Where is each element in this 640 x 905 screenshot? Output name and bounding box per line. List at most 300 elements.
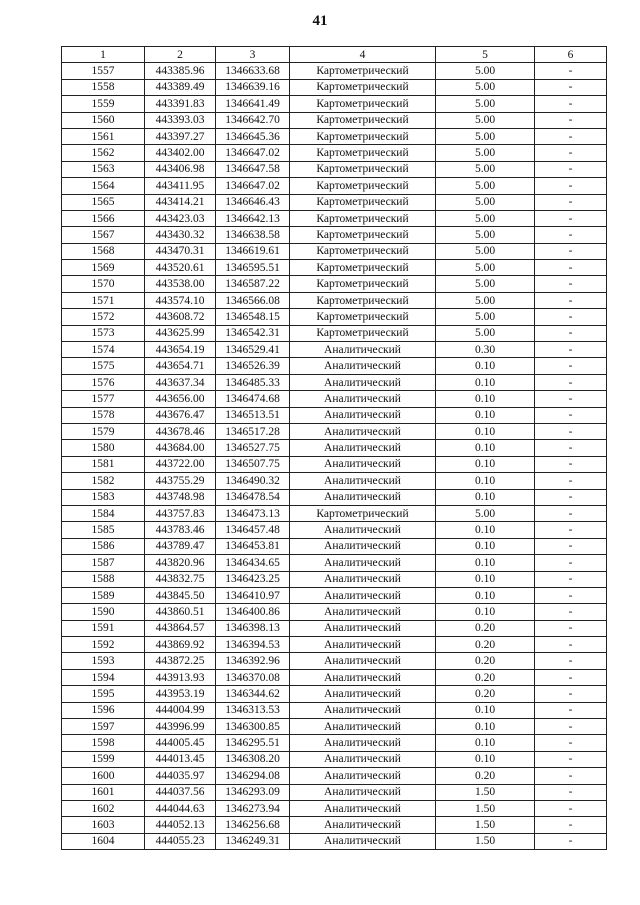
accuracy-cell: 5.00 [436, 79, 535, 95]
table-row [62, 407, 607, 423]
point-number-cell: 1571 [62, 292, 145, 308]
table-row [62, 243, 607, 259]
method-cell: Аналитический [290, 702, 436, 718]
point-number-cell: 1604 [62, 833, 145, 849]
table-row [62, 489, 607, 505]
description-cell: - [535, 112, 607, 128]
x-coordinate-cell: 443676.47 [145, 407, 216, 423]
point-number-cell: 1584 [62, 505, 145, 521]
table-row [62, 210, 607, 226]
method-cell: Картометрический [290, 260, 436, 276]
point-number-cell: 1595 [62, 686, 145, 702]
x-coordinate-cell: 443748.98 [145, 489, 216, 505]
accuracy-cell: 1.50 [436, 800, 535, 816]
table-row [62, 637, 607, 653]
description-cell: - [535, 669, 607, 685]
y-coordinate-cell: 1346300.85 [216, 719, 290, 735]
x-coordinate-cell: 443755.29 [145, 473, 216, 489]
accuracy-cell: 5.00 [436, 145, 535, 161]
description-cell: - [535, 833, 607, 849]
x-coordinate-cell: 444052.13 [145, 817, 216, 833]
x-coordinate-cell: 443845.50 [145, 587, 216, 603]
table-row [62, 260, 607, 276]
coordinates-table [61, 46, 607, 850]
description-cell: - [535, 735, 607, 751]
description-cell: - [535, 784, 607, 800]
method-cell: Картометрический [290, 292, 436, 308]
table-row [62, 473, 607, 489]
y-coordinate-cell: 1346478.54 [216, 489, 290, 505]
table-row [62, 768, 607, 784]
point-number-cell: 1585 [62, 522, 145, 538]
method-cell: Аналитический [290, 342, 436, 358]
method-cell: Картометрический [290, 194, 436, 210]
y-coordinate-cell: 1346256.68 [216, 817, 290, 833]
description-cell: - [535, 96, 607, 112]
x-coordinate-cell: 443996.99 [145, 719, 216, 735]
y-coordinate-cell: 1346434.65 [216, 555, 290, 571]
table-row [62, 227, 607, 243]
table-row [62, 194, 607, 210]
description-cell: - [535, 686, 607, 702]
y-coordinate-cell: 1346423.25 [216, 571, 290, 587]
description-cell: - [535, 178, 607, 194]
accuracy-cell: 0.10 [436, 489, 535, 505]
table-row [62, 96, 607, 112]
y-coordinate-cell: 1346647.02 [216, 178, 290, 194]
point-number-cell: 1580 [62, 440, 145, 456]
point-number-cell: 1565 [62, 194, 145, 210]
point-number-cell: 1602 [62, 800, 145, 816]
method-cell: Аналитический [290, 407, 436, 423]
method-cell: Аналитический [290, 374, 436, 390]
point-number-cell: 1564 [62, 178, 145, 194]
y-coordinate-cell: 1346313.53 [216, 702, 290, 718]
method-cell: Картометрический [290, 243, 436, 259]
accuracy-cell: 5.00 [436, 292, 535, 308]
y-coordinate-cell: 1346633.68 [216, 63, 290, 79]
description-cell: - [535, 505, 607, 521]
description-cell: - [535, 473, 607, 489]
y-coordinate-cell: 1346392.96 [216, 653, 290, 669]
description-cell: - [535, 555, 607, 571]
y-coordinate-cell: 1346647.58 [216, 161, 290, 177]
accuracy-cell: 5.00 [436, 161, 535, 177]
table-row [62, 456, 607, 472]
description-cell: - [535, 637, 607, 653]
description-cell: - [535, 538, 607, 554]
point-number-cell: 1577 [62, 391, 145, 407]
table-row [62, 440, 607, 456]
y-coordinate-cell: 1346527.75 [216, 440, 290, 456]
method-cell: Картометрический [290, 178, 436, 194]
y-coordinate-cell: 1346587.22 [216, 276, 290, 292]
description-cell: - [535, 325, 607, 341]
accuracy-cell: 5.00 [436, 178, 535, 194]
accuracy-cell: 5.00 [436, 112, 535, 128]
x-coordinate-cell: 443402.00 [145, 145, 216, 161]
y-coordinate-cell: 1346645.36 [216, 128, 290, 144]
y-coordinate-cell: 1346294.08 [216, 768, 290, 784]
point-number-cell: 1574 [62, 342, 145, 358]
y-coordinate-cell: 1346548.15 [216, 309, 290, 325]
y-coordinate-cell: 1346295.51 [216, 735, 290, 751]
description-cell: - [535, 440, 607, 456]
point-number-cell: 1596 [62, 702, 145, 718]
method-cell: Аналитический [290, 538, 436, 554]
description-cell: - [535, 571, 607, 587]
description-cell: - [535, 79, 607, 95]
point-number-cell: 1593 [62, 653, 145, 669]
y-coordinate-cell: 1346526.39 [216, 358, 290, 374]
description-cell: - [535, 800, 607, 816]
description-cell: - [535, 128, 607, 144]
method-cell: Картометрический [290, 145, 436, 161]
method-cell: Картометрический [290, 309, 436, 325]
method-cell: Картометрический [290, 79, 436, 95]
method-cell: Аналитический [290, 473, 436, 489]
table-row [62, 374, 607, 390]
x-coordinate-cell: 443789.47 [145, 538, 216, 554]
x-coordinate-cell: 443430.32 [145, 227, 216, 243]
point-number-cell: 1566 [62, 210, 145, 226]
y-coordinate-cell: 1346513.51 [216, 407, 290, 423]
point-number-cell: 1576 [62, 374, 145, 390]
point-number-cell: 1586 [62, 538, 145, 554]
y-coordinate-cell: 1346647.02 [216, 145, 290, 161]
accuracy-cell: 0.10 [436, 407, 535, 423]
x-coordinate-cell: 443397.27 [145, 128, 216, 144]
x-coordinate-cell: 443637.34 [145, 374, 216, 390]
point-number-cell: 1589 [62, 587, 145, 603]
y-coordinate-cell: 1346273.94 [216, 800, 290, 816]
x-coordinate-cell: 443783.46 [145, 522, 216, 538]
method-cell: Аналитический [290, 735, 436, 751]
method-cell: Аналитический [290, 391, 436, 407]
description-cell: - [535, 342, 607, 358]
point-number-cell: 1561 [62, 128, 145, 144]
description-cell: - [535, 210, 607, 226]
table-row [62, 735, 607, 751]
accuracy-cell: 5.00 [436, 325, 535, 341]
point-number-cell: 1603 [62, 817, 145, 833]
point-number-cell: 1579 [62, 423, 145, 439]
accuracy-cell: 0.10 [436, 719, 535, 735]
method-cell: Аналитический [290, 768, 436, 784]
table-row [62, 423, 607, 439]
x-coordinate-cell: 443608.72 [145, 309, 216, 325]
x-coordinate-cell: 443389.49 [145, 79, 216, 95]
y-coordinate-cell: 1346639.16 [216, 79, 290, 95]
method-cell: Аналитический [290, 604, 436, 620]
accuracy-cell: 0.10 [436, 522, 535, 538]
description-cell: - [535, 243, 607, 259]
point-number-cell: 1582 [62, 473, 145, 489]
x-coordinate-cell: 443953.19 [145, 686, 216, 702]
point-number-cell: 1592 [62, 637, 145, 653]
x-coordinate-cell: 444013.45 [145, 751, 216, 767]
point-number-cell: 1591 [62, 620, 145, 636]
description-cell: - [535, 489, 607, 505]
accuracy-cell: 0.10 [436, 587, 535, 603]
table-row [62, 178, 607, 194]
table-row [62, 538, 607, 554]
method-cell: Аналитический [290, 456, 436, 472]
description-cell: - [535, 751, 607, 767]
y-coordinate-cell: 1346566.08 [216, 292, 290, 308]
point-number-cell: 1570 [62, 276, 145, 292]
y-coordinate-cell: 1346619.61 [216, 243, 290, 259]
point-number-cell: 1600 [62, 768, 145, 784]
table-row [62, 571, 607, 587]
accuracy-cell: 0.30 [436, 342, 535, 358]
table-row [62, 800, 607, 816]
method-cell: Аналитический [290, 817, 436, 833]
x-coordinate-cell: 444035.97 [145, 768, 216, 784]
method-cell: Аналитический [290, 440, 436, 456]
description-cell: - [535, 391, 607, 407]
column-header-point-number: 1 [62, 47, 145, 63]
point-number-cell: 1598 [62, 735, 145, 751]
x-coordinate-cell: 443470.31 [145, 243, 216, 259]
method-cell: Аналитический [290, 489, 436, 505]
x-coordinate-cell: 443520.61 [145, 260, 216, 276]
method-cell: Картометрический [290, 227, 436, 243]
accuracy-cell: 1.50 [436, 817, 535, 833]
accuracy-cell: 0.10 [436, 374, 535, 390]
description-cell: - [535, 407, 607, 423]
x-coordinate-cell: 443654.19 [145, 342, 216, 358]
method-cell: Аналитический [290, 751, 436, 767]
point-number-cell: 1597 [62, 719, 145, 735]
page-number: 41 [312, 13, 328, 29]
y-coordinate-cell: 1346642.13 [216, 210, 290, 226]
accuracy-cell: 5.00 [436, 243, 535, 259]
x-coordinate-cell: 443722.00 [145, 456, 216, 472]
method-cell: Аналитический [290, 833, 436, 849]
method-cell: Картометрический [290, 210, 436, 226]
accuracy-cell: 5.00 [436, 63, 535, 79]
x-coordinate-cell: 444055.23 [145, 833, 216, 849]
description-cell: - [535, 604, 607, 620]
accuracy-cell: 0.10 [436, 555, 535, 571]
point-number-cell: 1567 [62, 227, 145, 243]
accuracy-cell: 0.20 [436, 686, 535, 702]
x-coordinate-cell: 443393.03 [145, 112, 216, 128]
table-row [62, 833, 607, 849]
x-coordinate-cell: 443385.96 [145, 63, 216, 79]
point-number-cell: 1587 [62, 555, 145, 571]
y-coordinate-cell: 1346308.20 [216, 751, 290, 767]
table-row [62, 719, 607, 735]
description-cell: - [535, 145, 607, 161]
accuracy-cell: 1.50 [436, 784, 535, 800]
x-coordinate-cell: 443406.98 [145, 161, 216, 177]
table-body [62, 63, 607, 850]
y-coordinate-cell: 1346293.09 [216, 784, 290, 800]
table-row [62, 391, 607, 407]
x-coordinate-cell: 443684.00 [145, 440, 216, 456]
accuracy-cell: 0.20 [436, 637, 535, 653]
point-number-cell: 1578 [62, 407, 145, 423]
table-row [62, 587, 607, 603]
description-cell: - [535, 719, 607, 735]
accuracy-cell: 0.10 [436, 538, 535, 554]
method-cell: Картометрический [290, 161, 436, 177]
table-row [62, 620, 607, 636]
point-number-cell: 1558 [62, 79, 145, 95]
accuracy-cell: 0.20 [436, 768, 535, 784]
point-number-cell: 1590 [62, 604, 145, 620]
description-cell: - [535, 522, 607, 538]
x-coordinate-cell: 443654.71 [145, 358, 216, 374]
table-row [62, 653, 607, 669]
method-cell: Картометрический [290, 128, 436, 144]
accuracy-cell: 0.10 [436, 473, 535, 489]
table-row [62, 358, 607, 374]
accuracy-cell: 0.20 [436, 620, 535, 636]
x-coordinate-cell: 443625.99 [145, 325, 216, 341]
x-coordinate-cell: 443678.46 [145, 423, 216, 439]
table-row [62, 505, 607, 521]
y-coordinate-cell: 1346638.58 [216, 227, 290, 243]
x-coordinate-cell: 443864.57 [145, 620, 216, 636]
accuracy-cell: 0.10 [436, 751, 535, 767]
table-row [62, 555, 607, 571]
y-coordinate-cell: 1346398.13 [216, 620, 290, 636]
x-coordinate-cell: 443574.10 [145, 292, 216, 308]
method-cell: Картометрический [290, 325, 436, 341]
table-row [62, 686, 607, 702]
x-coordinate-cell: 443869.92 [145, 637, 216, 653]
description-cell: - [535, 63, 607, 79]
accuracy-cell: 5.00 [436, 194, 535, 210]
description-cell: - [535, 276, 607, 292]
point-number-cell: 1557 [62, 63, 145, 79]
description-cell: - [535, 292, 607, 308]
table-row [62, 112, 607, 128]
method-cell: Аналитический [290, 800, 436, 816]
description-cell: - [535, 374, 607, 390]
x-coordinate-cell: 443391.83 [145, 96, 216, 112]
table-row [62, 817, 607, 833]
y-coordinate-cell: 1346507.75 [216, 456, 290, 472]
method-cell: Аналитический [290, 423, 436, 439]
accuracy-cell: 0.10 [436, 604, 535, 620]
y-coordinate-cell: 1346474.68 [216, 391, 290, 407]
table-row [62, 79, 607, 95]
method-cell: Аналитический [290, 620, 436, 636]
accuracy-cell: 0.10 [436, 358, 535, 374]
accuracy-cell: 5.00 [436, 210, 535, 226]
accuracy-cell: 0.10 [436, 456, 535, 472]
y-coordinate-cell: 1346249.31 [216, 833, 290, 849]
description-cell: - [535, 768, 607, 784]
method-cell: Аналитический [290, 587, 436, 603]
y-coordinate-cell: 1346410.97 [216, 587, 290, 603]
point-number-cell: 1599 [62, 751, 145, 767]
accuracy-cell: 5.00 [436, 276, 535, 292]
description-cell: - [535, 260, 607, 276]
x-coordinate-cell: 443832.75 [145, 571, 216, 587]
description-cell: - [535, 309, 607, 325]
table-row [62, 145, 607, 161]
x-coordinate-cell: 444037.56 [145, 784, 216, 800]
y-coordinate-cell: 1346517.28 [216, 423, 290, 439]
point-number-cell: 1581 [62, 456, 145, 472]
table-row [62, 702, 607, 718]
y-coordinate-cell: 1346473.13 [216, 505, 290, 521]
table-row [62, 784, 607, 800]
table-row [62, 669, 607, 685]
point-number-cell: 1569 [62, 260, 145, 276]
accuracy-cell: 5.00 [436, 505, 535, 521]
x-coordinate-cell: 444005.45 [145, 735, 216, 751]
table-row [62, 342, 607, 358]
header-row [62, 47, 607, 63]
x-coordinate-cell: 443656.00 [145, 391, 216, 407]
y-coordinate-cell: 1346646.43 [216, 194, 290, 210]
description-cell: - [535, 358, 607, 374]
table-row [62, 522, 607, 538]
y-coordinate-cell: 1346394.53 [216, 637, 290, 653]
column-header-method: 4 [290, 47, 436, 63]
accuracy-cell: 5.00 [436, 96, 535, 112]
method-cell: Картометрический [290, 112, 436, 128]
method-cell: Аналитический [290, 571, 436, 587]
table-header [62, 47, 607, 63]
y-coordinate-cell: 1346542.31 [216, 325, 290, 341]
accuracy-cell: 0.10 [436, 440, 535, 456]
method-cell: Аналитический [290, 522, 436, 538]
y-coordinate-cell: 1346641.49 [216, 96, 290, 112]
point-number-cell: 1601 [62, 784, 145, 800]
column-header-accuracy: 5 [436, 47, 535, 63]
point-number-cell: 1572 [62, 309, 145, 325]
table-row [62, 161, 607, 177]
y-coordinate-cell: 1346642.70 [216, 112, 290, 128]
point-number-cell: 1563 [62, 161, 145, 177]
method-cell: Аналитический [290, 555, 436, 571]
column-header-x: 2 [145, 47, 216, 63]
description-cell: - [535, 587, 607, 603]
description-cell: - [535, 161, 607, 177]
x-coordinate-cell: 444004.99 [145, 702, 216, 718]
y-coordinate-cell: 1346453.81 [216, 538, 290, 554]
y-coordinate-cell: 1346344.62 [216, 686, 290, 702]
point-number-cell: 1575 [62, 358, 145, 374]
x-coordinate-cell: 443860.51 [145, 604, 216, 620]
method-cell: Картометрический [290, 505, 436, 521]
x-coordinate-cell: 443411.95 [145, 178, 216, 194]
accuracy-cell: 0.10 [436, 735, 535, 751]
point-number-cell: 1583 [62, 489, 145, 505]
point-number-cell: 1573 [62, 325, 145, 341]
table-row [62, 63, 607, 79]
point-number-cell: 1594 [62, 669, 145, 685]
x-coordinate-cell: 443757.83 [145, 505, 216, 521]
method-cell: Картометрический [290, 96, 436, 112]
description-cell: - [535, 702, 607, 718]
y-coordinate-cell: 1346529.41 [216, 342, 290, 358]
accuracy-cell: 0.10 [436, 423, 535, 439]
method-cell: Аналитический [290, 784, 436, 800]
y-coordinate-cell: 1346485.33 [216, 374, 290, 390]
accuracy-cell: 5.00 [436, 128, 535, 144]
description-cell: - [535, 227, 607, 243]
column-header-y: 3 [216, 47, 290, 63]
description-cell: - [535, 817, 607, 833]
